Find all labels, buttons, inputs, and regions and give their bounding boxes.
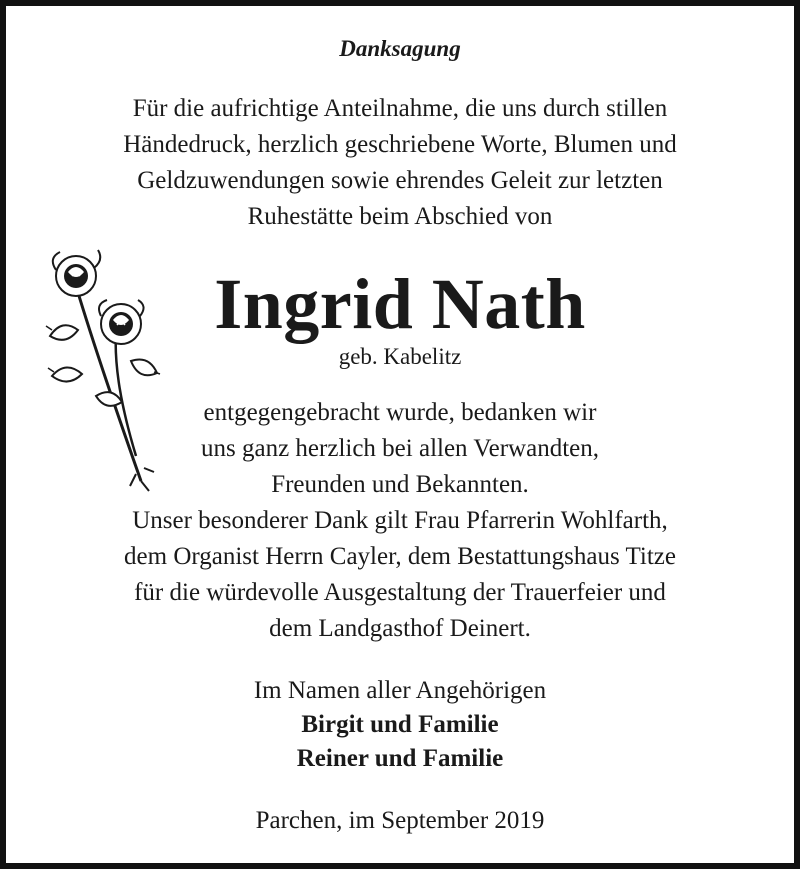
thanks-line: Unser besonderer Dank gilt Frau Pfarrerin Wohlfarth, — [132, 507, 668, 534]
thanks-line: entgegengebracht wurde, bedanken wir — [203, 399, 597, 426]
signature-family: Birgit und Familie — [301, 711, 499, 738]
thanks-line: uns ganz herzlich bei allen Verwandten, — [201, 435, 599, 462]
notice-heading: Danksagung — [339, 36, 461, 61]
intro-line: Für die aufrichtige Anteilnahme, die uns durch stillen — [132, 95, 668, 122]
place-date: Parchen, im September 2019 — [255, 807, 545, 834]
thanks-line: für die würdevolle Ausgestaltung der Trauerfeier und — [134, 579, 666, 606]
signature-family: Reiner und Familie — [296, 745, 504, 772]
thanks-line: dem Organist Herrn Cayler, dem Bestattungshaus Titze — [124, 543, 676, 570]
thanks-line: Freunden und Bekannten. — [271, 471, 529, 498]
thanks-line: dem Landgasthof Deinert. — [269, 615, 531, 642]
maiden-name: geb. Kabelitz — [338, 344, 462, 369]
deceased-name: Ingrid Nath — [214, 264, 586, 344]
intro-line: Geldzuwendungen sowie ehrendes Geleit zur letzten — [137, 167, 663, 194]
intro-line: Händedruck, herzlich geschriebene Worte, Blumen und — [123, 131, 677, 158]
intro-line: Ruhestätte beim Abschied von — [247, 203, 553, 230]
signature-intro: Im Namen aller Angehörigen — [253, 677, 547, 704]
